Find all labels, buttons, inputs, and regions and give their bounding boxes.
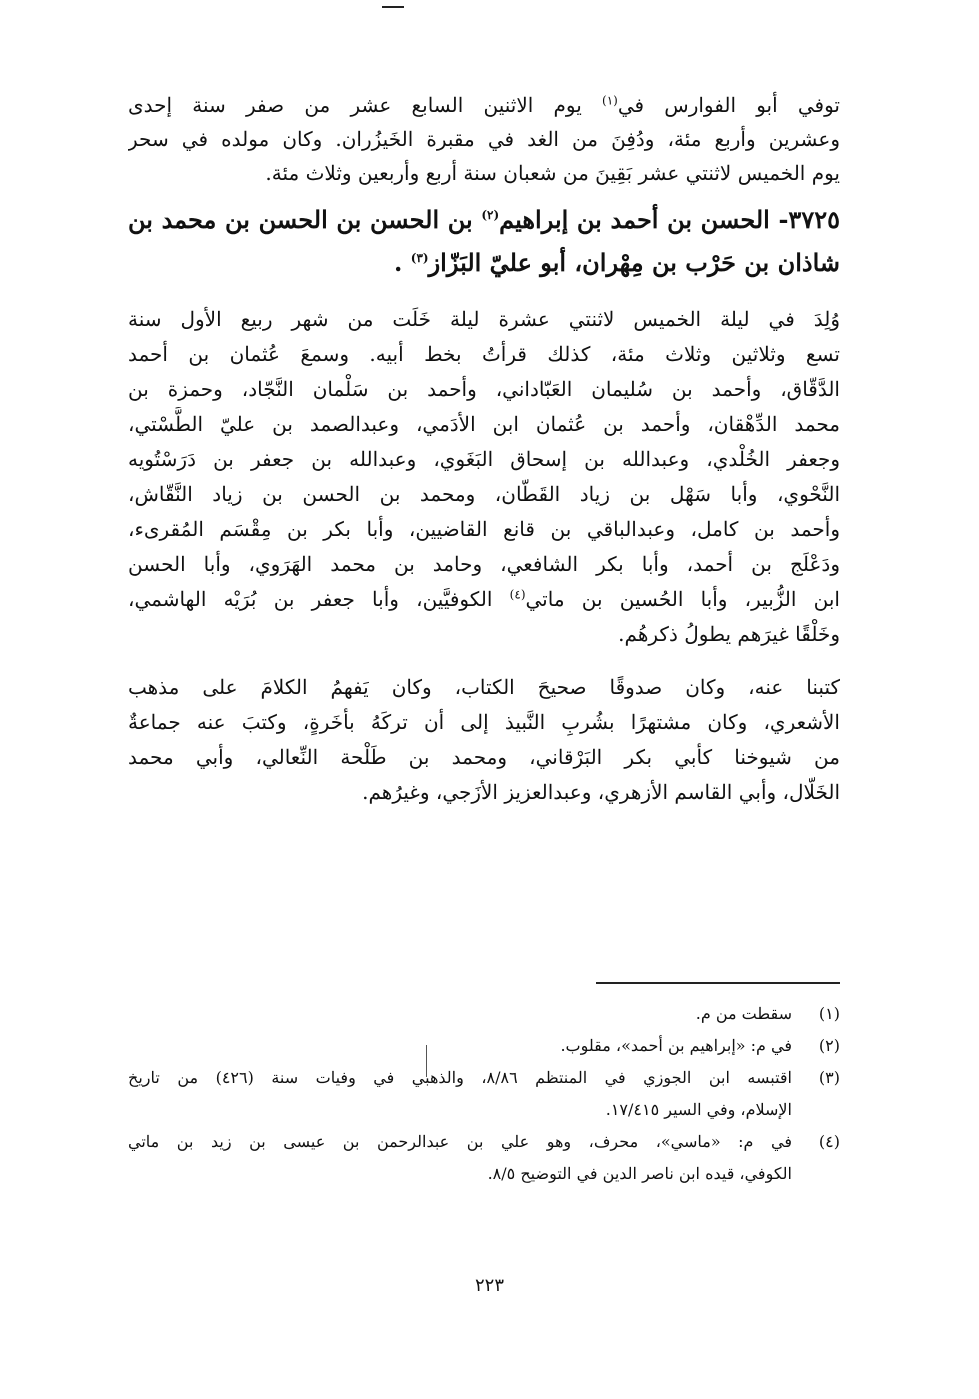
footnote-1 xyxy=(128,998,840,1030)
heading-line: شاذان بن حَرْب بن مِهْران، أبو عليّ البَزّاز$^{(٣)}$ . xyxy=(394,248,840,277)
text-line: النَّحْوي، وأبا سَهْل بن زياد القَطّان، ومحمد بن الحسن بن زياد النَّقّاش، xyxy=(128,482,840,506)
entry-heading xyxy=(128,198,840,284)
footnote-ref-1[interactable]: (١) xyxy=(602,93,618,108)
footnote-number: (٢) xyxy=(818,1036,840,1055)
text-line: وأحمد بن كامل، وعبدالباقي بن قانع القاضيين، وأبا بكر بن مِقْسَم المُقرىء، xyxy=(128,517,840,541)
text-line: توفي أبو الفوارس في$^{(١)}$ يوم الاثنين السابع عشر من صفر سنة إحدى xyxy=(128,93,840,117)
main-text xyxy=(128,88,840,810)
text-line: وعشرين وأربع مئة، ودُفِنَ من الغد في مقبرة الخَيزُران. وكان مولده في سحر xyxy=(128,127,840,151)
text-line: وخَلْقًا غيرَهم يطولُ ذكرهُم. xyxy=(618,622,840,646)
heading-line: ٣٧٢٥- الحسن بن أحمد بن إبراهيم$^{(٢)}$ بن الحسن بن الحسن بن محمد بن xyxy=(128,205,840,234)
text-line: ودَعْلَج بن أحمد، وأبا بكر الشافعي، وحامد بن محمد الهَرَوي، وأبا الحسن xyxy=(128,552,840,576)
text-line: ابن الزُّبير، وأبا الحُسين بن ماتي$^{(٤)}$ الكوفيَّين، وأبا جعفر بن بُرَيْه الهاشمي، xyxy=(128,587,840,611)
footnote-ref-4[interactable]: (٤) xyxy=(509,587,526,602)
text-line: الأشعري، وكان مشتهرًا بشُربِ النَّبيذ إلى أن تركَهُ بأخَرةٍ، وكتبَ عنه جماعةٌ xyxy=(128,710,840,734)
page-number: ٢٢٣ xyxy=(474,1275,504,1296)
footnote-number: (٤) xyxy=(818,1132,840,1151)
text-line: وجعفر الخُلْدي، وعبدالله بن إسحاق البَغَوي، وعبدالله بن جعفر بن دَرَسْتُويه xyxy=(128,447,840,471)
paragraph-death-notice xyxy=(128,88,840,190)
paragraph-biography xyxy=(128,302,840,652)
footnotes xyxy=(128,998,840,1190)
footnote-ref-3[interactable]: (٣) xyxy=(410,251,429,265)
footnote-text: في م: «ماسي»، محرف، وهو علي بن عبدالرحمن بن عيسى بن زيد بن ماتي الكوفي، قيده ابن ناصر الدين في التوضيح ٨/٥. xyxy=(128,1132,792,1183)
text-line: من شيوخنا كأبي بكر البَرْقاني، ومحمد بن طَلْحة النِّعالي، وأبي محمد xyxy=(128,745,840,769)
text-line: تسع وثلاثين وثلاث مئة، كذلك قرأتُ بخط أبيه. وسمعَ عُثمان بن أحمد xyxy=(128,342,840,366)
footnote-text: في م: «إبراهيم بن أحمد»، مقلوب. xyxy=(560,1036,792,1055)
text-line: يوم الخميس لاثنتي عشر بَقِينَ من شعبان سنة أربع وأربعين وثلاث مئة. xyxy=(265,161,840,185)
footnote-2 xyxy=(128,1030,840,1062)
text-line: الدَّقّاق، وأحمد بن سُليمان العَبّاداني، وأحمد بن سَلْمان النَّجّاد، وحمزة بن xyxy=(128,377,840,401)
footnote-ref-2[interactable]: (٢) xyxy=(481,208,500,222)
text-line: وُلِدَ في ليلة الخميس لاثنتي عشرة ليلة خَلَت من شهر ربيع الأول سنة xyxy=(128,307,840,331)
footnote-text: اقتبسه ابن الجوزي في المنتظم ٨/٨٦، والذهبي في وفيات سنة (٤٢٦) من تاريخ الإسلام، وفي السير ١٧/٤١٥. xyxy=(128,1068,792,1119)
footnote-divider xyxy=(596,982,840,984)
text-line: الخَلّال، وأبي القاسم الأزهري، وعبدالعزيز الأزَجي، وغيرُهم. xyxy=(362,780,840,804)
top-scan-mark xyxy=(382,6,404,8)
footnote-text: سقطت من م. xyxy=(695,1004,792,1023)
footnote-number: (١) xyxy=(818,1004,840,1023)
footnote-4 xyxy=(128,1126,840,1190)
text-line: محمد الدِّهْقان، وأحمد بن عُثمان ابن الأدَمي، وعبدالصمد بن عليّ الطَّسْتي، xyxy=(128,412,840,436)
footnote-3 xyxy=(128,1062,840,1126)
paragraph-assessment xyxy=(128,670,840,810)
text-line: كتبنا عنه، وكان صدوقًا صحيحَ الكتاب، وكان يَفهمُ الكلامَ على مذهب xyxy=(128,675,840,699)
footnote-number: (٣) xyxy=(818,1068,840,1087)
